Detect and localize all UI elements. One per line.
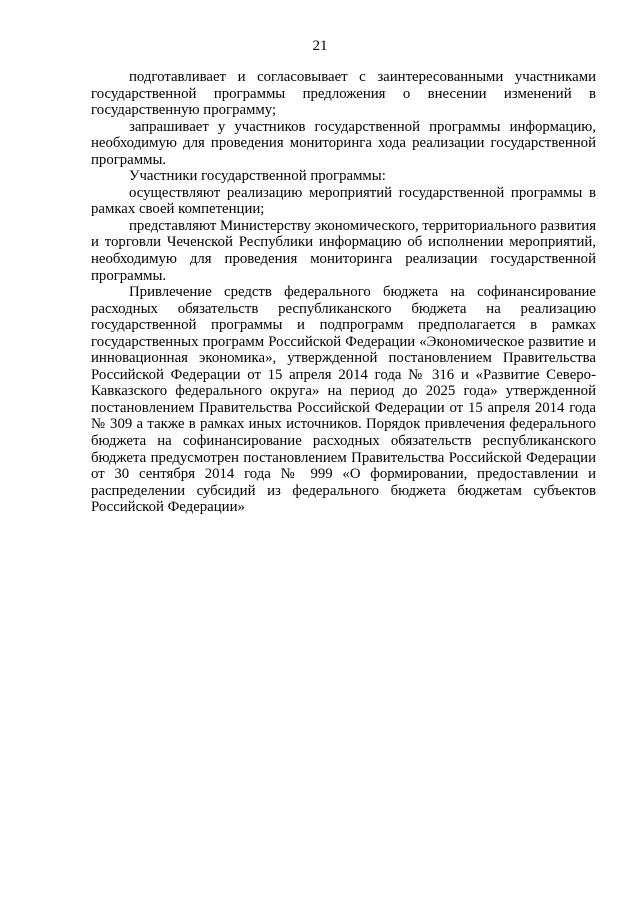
document-body [91,69,596,516]
paragraph-submit-information: представляют Министерству экономического, территориального развития и торговли Чеченской Республики информацию об исполнении мероприятий, необходимую для проведения мониторинга реализации государственной программы. [91,217,596,284]
paragraph-prepare-proposals: подготавливает и согласовывает с заинтересованными участниками государственной программы предложения о внесении изменений в государственную программу; [91,69,596,119]
paragraph-implement-activities: осуществляют реализацию мероприятий государственной программы в рамках своей компетенции; [91,184,596,218]
page-number: 21 [312,38,328,54]
paragraph-federal-funding: Привлечение средств федерального бюджета на софинансирование расходных обязательств республиканского бюджета на реализацию государственной программы и подпрограмм предполагается в рамках государственных программ Российской Федерации «Экономическое развитие и инновационная экономика», утвержденной постановлением Правительства Российской Федерации от 15 апреля 2014 года № 316 и «Развитие Северо-Кавказского федерального округа» на период до 2025 года» утвержденной постановлением Правительства Российской Федерации от 15 апреля 2014 года № 309 а также в рамках иных источников. Порядок привлечения федерального бюджета на софинансирование расходных обязательств республиканского бюджета предусмотрен постановлением Правительства Российской Федерации от 30 сентября 2014 года № 999 «О формировании, предоставлении и распределении субсидий из федерального бюджета бюджетам субъектов Российской Федерации» [91,284,596,516]
paragraph-request-information: запрашивает у участников государственной программы информацию, необходимую для проведения мониторинга хода реализации государственной программы. [91,118,596,168]
paragraph-participants-heading: Участники государственной программы: [129,168,386,185]
